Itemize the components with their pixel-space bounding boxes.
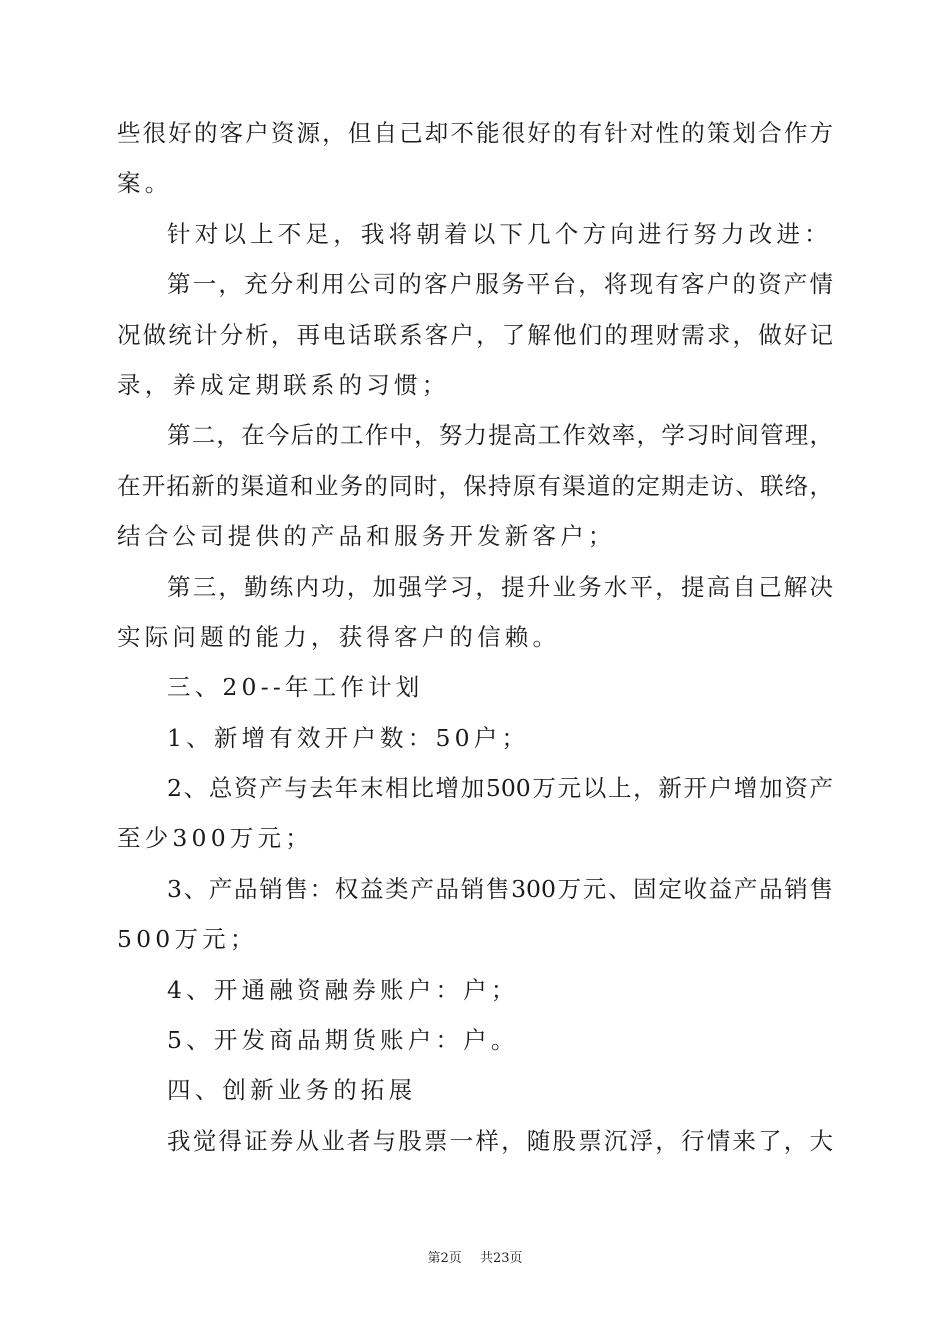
text-line: 500万元； (117, 925, 258, 954)
text-line: 结合公司提供的产品和服务开发新客户； (117, 522, 616, 551)
text-line: 至少300万元； (117, 824, 313, 853)
section-heading: 四、创新业务的拓展 (167, 1076, 417, 1105)
document-body (117, 108, 833, 1166)
text-line: 我觉得证券从业者与股票一样，随股票沉浮，行情来了，大 (167, 1126, 833, 1155)
list-item: 3、产品销售：权益类产品销售300万元、固定收益产品销售 (167, 874, 833, 903)
list-item: 4、开通融资融券账户：户； (167, 975, 519, 1004)
text-line: 针对以上不足，我将朝着以下几个方向进行努力改进： (167, 219, 832, 248)
list-item: 1、新增有效开户数：50户； (167, 723, 530, 752)
text-line: 第二，在今后的工作中，努力提高工作效率，学习时间管理， (167, 421, 833, 450)
page-number: 第2页 (427, 1251, 462, 1266)
text-line: 些很好的客户资源，但自己却不能很好的有针对性的策划合作方 (117, 119, 833, 147)
text-line: 案。 (117, 169, 173, 198)
page-footer (0, 1247, 950, 1266)
list-item: 5、开发商品期货账户：户。 (167, 1026, 519, 1055)
text-line: 况做统计分析，再电话联系客户，了解他们的理财需求，做好记 (117, 320, 833, 349)
text-line: 录，养成定期联系的习惯； (117, 370, 450, 399)
page-total: 共23页 (479, 1251, 523, 1266)
text-line: 第三，勤练内功，加强学习，提升业务水平，提高自己解决 (167, 572, 833, 601)
section-heading: 三、20--年工作计划 (167, 673, 424, 702)
text-line: 第一，充分利用公司的客户服务平台，将现有客户的资产情 (167, 270, 833, 299)
list-item: 2、总资产与去年末相比增加500万元以上，新开户增加资产 (167, 774, 833, 803)
text-line: 在开拓新的渠道和业务的同时，保持原有渠道的定期走访、联络， (117, 471, 833, 500)
text-line: 实际问题的能力，获得客户的信赖。 (117, 622, 561, 651)
